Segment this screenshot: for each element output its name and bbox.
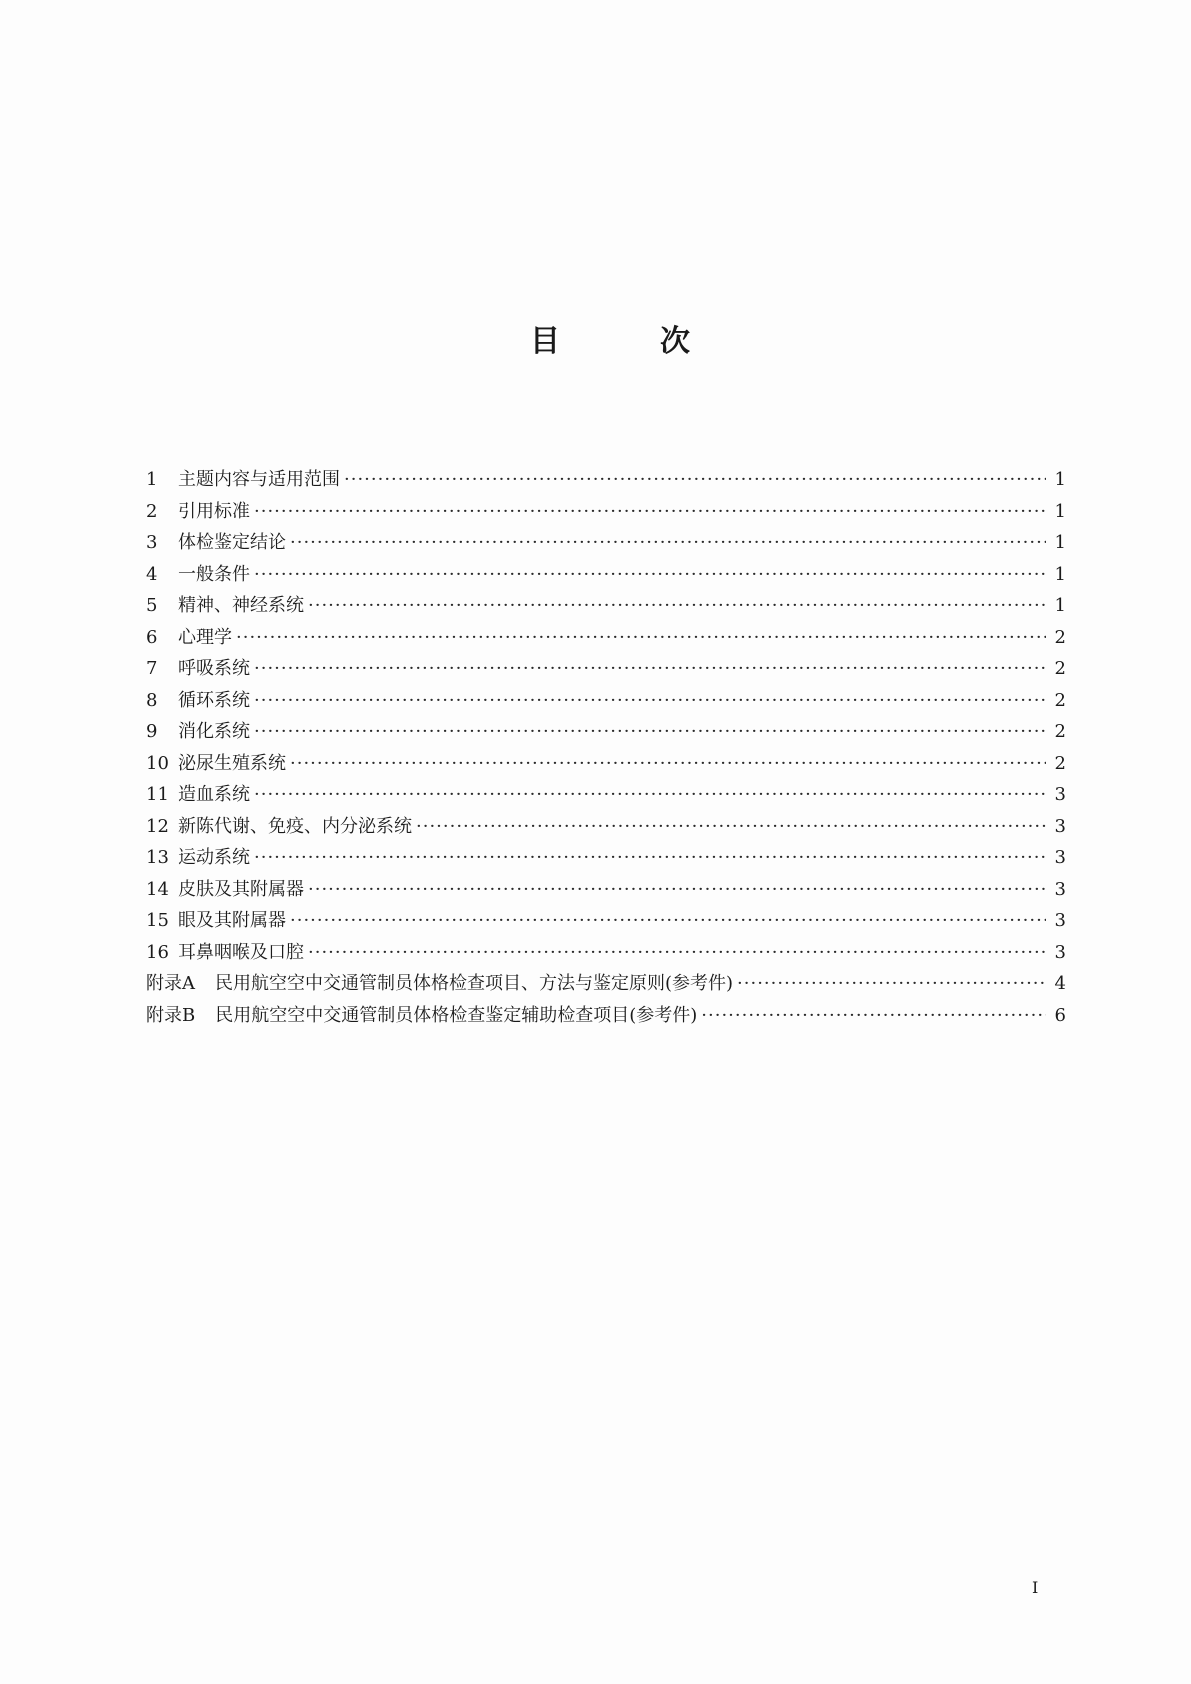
toc-entry-number: 14 — [146, 878, 169, 900]
toc-entry-4[interactable] — [146, 559, 1066, 591]
toc-entry-15[interactable] — [146, 905, 1066, 937]
toc-appendix-page: 6 — [1054, 1004, 1066, 1026]
toc-entry-5[interactable] — [146, 590, 1066, 622]
toc-entry-number: 16 — [146, 941, 169, 963]
toc-entry-page: 3 — [1054, 941, 1066, 963]
toc-entry-11[interactable] — [146, 779, 1066, 811]
toc-entry-number: 5 — [146, 595, 158, 616]
toc-entry-13[interactable] — [146, 842, 1066, 874]
toc-entry-label: 一般条件 — [178, 563, 250, 585]
toc-entry-page: 1 — [1054, 595, 1066, 616]
toc-dot-leader — [737, 968, 1046, 1000]
toc-dot-leader — [308, 590, 1046, 622]
toc-entry-7[interactable] — [146, 653, 1066, 685]
toc-entry-label: 泌尿生殖系统 — [178, 752, 286, 774]
toc-dot-leader — [290, 527, 1046, 559]
table-of-contents — [146, 464, 1066, 1031]
toc-entry-number: 6 — [146, 626, 158, 648]
toc-appendix-label: 民用航空空中交通管制员体格检查鉴定辅助检查项目(参考件) — [215, 1004, 698, 1026]
toc-entry-label: 造血系统 — [178, 784, 250, 805]
toc-dot-leader — [416, 811, 1046, 843]
toc-entry-label: 主题内容与适用范围 — [178, 469, 340, 490]
toc-appendix-b[interactable] — [146, 1000, 1066, 1032]
toc-entry-label: 引用标准 — [178, 500, 250, 522]
toc-entry-page: 1 — [1054, 469, 1066, 490]
toc-appendix-number: 附录B — [146, 1004, 196, 1026]
toc-appendix-page: 4 — [1054, 973, 1066, 994]
title-part-2: 次 — [660, 324, 690, 359]
toc-entry-16[interactable] — [146, 937, 1066, 969]
toc-entry-number: 7 — [146, 658, 158, 679]
toc-entry-6[interactable] — [146, 622, 1066, 654]
toc-appendix-number: 附录A — [146, 973, 195, 994]
toc-dot-leader — [701, 1000, 1046, 1032]
toc-entry-page: 2 — [1054, 752, 1066, 774]
page-title — [530, 316, 690, 360]
toc-entry-2[interactable] — [146, 496, 1066, 528]
toc-entry-label: 消化系统 — [178, 721, 250, 742]
toc-entry-number: 2 — [146, 500, 158, 522]
toc-entry-number: 11 — [146, 784, 169, 805]
toc-entry-label: 精神、神经系统 — [178, 595, 304, 616]
toc-entry-number: 15 — [146, 910, 169, 931]
toc-dot-leader — [308, 874, 1046, 906]
toc-dot-leader — [308, 937, 1046, 969]
toc-entry-page: 1 — [1054, 532, 1066, 553]
toc-entry-page: 2 — [1054, 626, 1066, 648]
toc-dot-leader — [254, 559, 1046, 591]
toc-entry-label: 心理学 — [178, 626, 232, 648]
toc-entry-page: 1 — [1054, 500, 1066, 522]
toc-dot-leader — [290, 748, 1046, 780]
toc-dot-leader — [344, 464, 1046, 496]
toc-appendix-a[interactable] — [146, 968, 1066, 1000]
toc-entry-14[interactable] — [146, 874, 1066, 906]
toc-entry-page: 2 — [1054, 721, 1066, 742]
toc-entry-label: 运动系统 — [178, 847, 250, 868]
toc-entry-page: 3 — [1054, 815, 1066, 837]
toc-entry-label: 眼及其附属器 — [178, 910, 286, 931]
toc-entry-page: 3 — [1054, 910, 1066, 931]
toc-dot-leader — [254, 842, 1046, 874]
toc-entry-label: 新陈代谢、免疫、内分泌系统 — [178, 815, 412, 837]
toc-entry-page: 3 — [1054, 847, 1066, 868]
page-number: I — [1032, 1578, 1039, 1597]
toc-entry-label: 循环系统 — [178, 689, 250, 711]
toc-entry-page: 1 — [1054, 563, 1066, 585]
toc-entry-page: 2 — [1054, 658, 1066, 679]
toc-entry-3[interactable] — [146, 527, 1066, 559]
toc-entry-page: 3 — [1054, 784, 1066, 805]
toc-entry-12[interactable] — [146, 811, 1066, 843]
toc-entry-9[interactable] — [146, 716, 1066, 748]
toc-entry-label: 呼吸系统 — [178, 658, 250, 679]
toc-entry-number: 3 — [146, 532, 158, 553]
toc-entry-page: 2 — [1054, 689, 1066, 711]
toc-entry-8[interactable] — [146, 685, 1066, 717]
toc-dot-leader — [236, 622, 1046, 654]
toc-dot-leader — [254, 653, 1046, 685]
toc-entry-label: 皮肤及其附属器 — [178, 878, 304, 900]
toc-entry-number: 12 — [146, 815, 169, 837]
toc-entry-1[interactable] — [146, 464, 1066, 496]
toc-appendix-label: 民用航空空中交通管制员体格检查项目、方法与鉴定原则(参考件) — [215, 973, 734, 994]
toc-dot-leader — [290, 905, 1046, 937]
toc-dot-leader — [254, 685, 1046, 717]
toc-entry-label: 体检鉴定结论 — [178, 532, 286, 553]
toc-entry-label: 耳鼻咽喉及口腔 — [178, 941, 304, 963]
toc-entry-number: 9 — [146, 721, 158, 742]
toc-dot-leader — [254, 496, 1046, 528]
toc-entry-number: 13 — [146, 847, 169, 868]
toc-dot-leader — [254, 716, 1046, 748]
toc-entry-number: 10 — [146, 752, 169, 774]
toc-dot-leader — [254, 779, 1046, 811]
title-part-1: 目 — [530, 324, 560, 359]
toc-entry-page: 3 — [1054, 878, 1066, 900]
toc-entry-number: 8 — [146, 689, 158, 711]
toc-entry-number: 4 — [146, 563, 158, 585]
toc-entry-number: 1 — [146, 469, 158, 490]
toc-entry-10[interactable] — [146, 748, 1066, 780]
